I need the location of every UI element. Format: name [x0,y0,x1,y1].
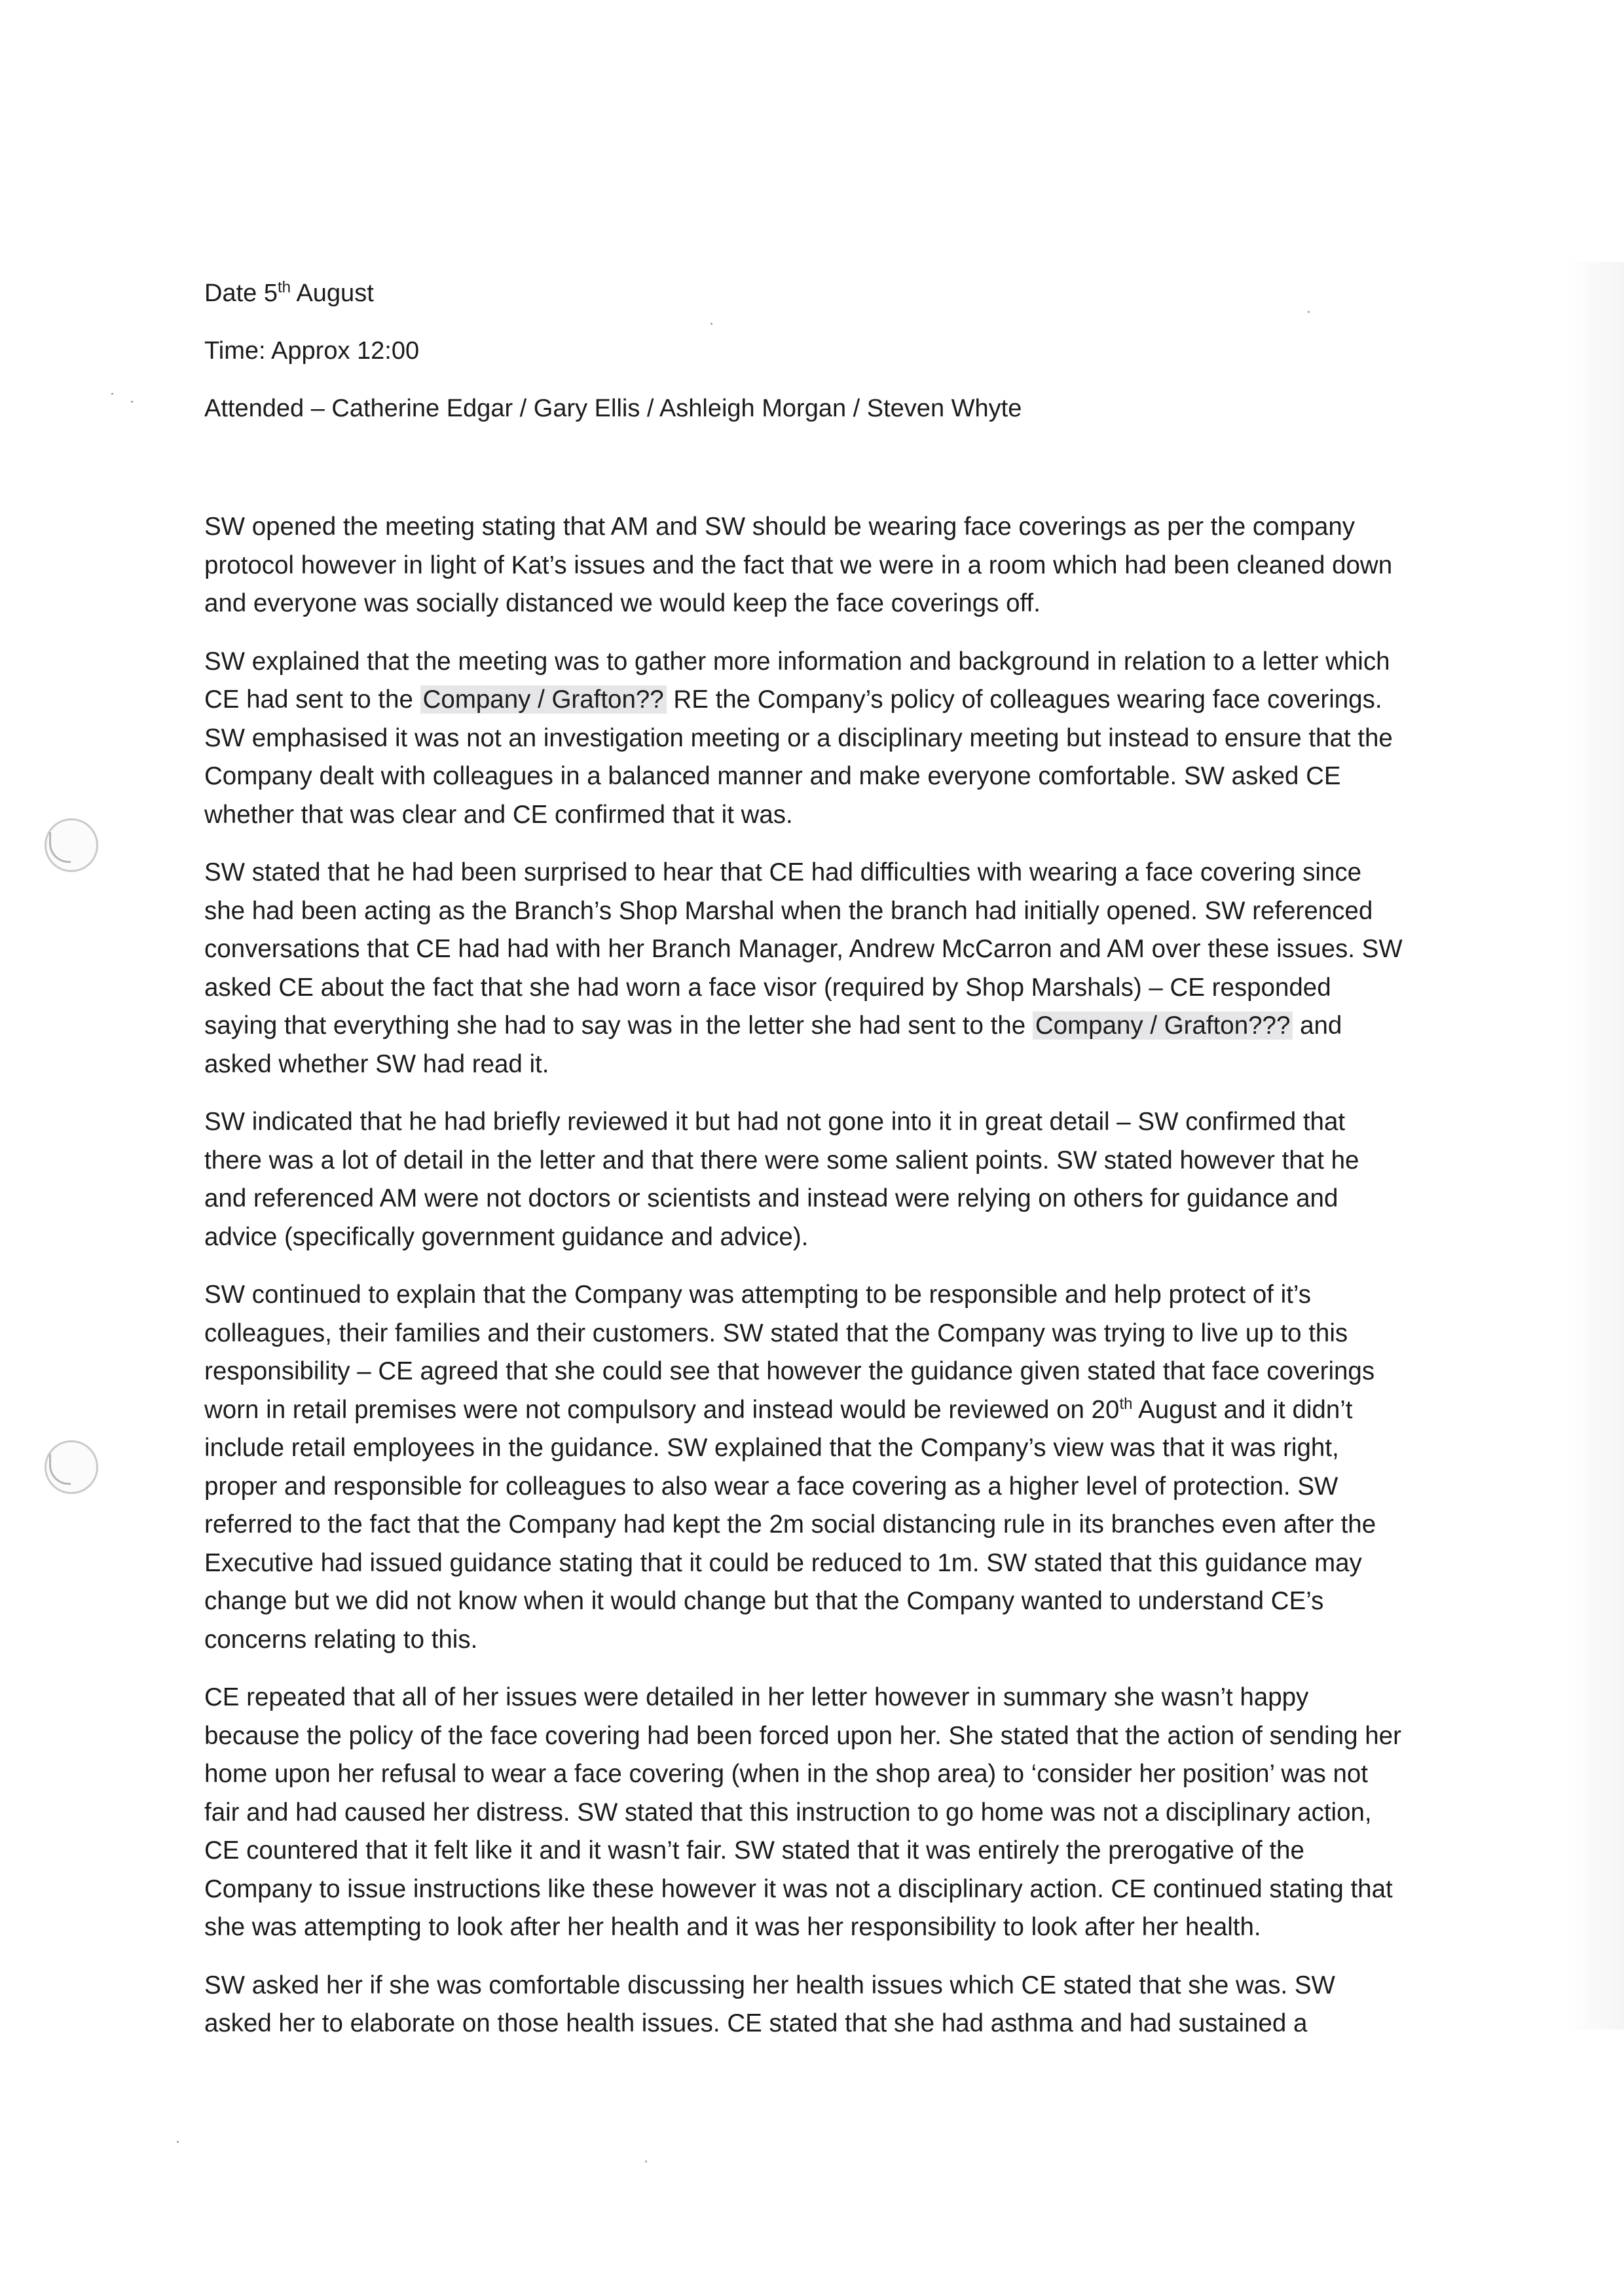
paragraph-text: SW continued to explain that the Company was attempting to be responsible and help protect of it’s colleagues, their families and their customers. SW stated that the Company was trying to live up to this responsibility – CE agreed that she could see that however the guidance given stated that face coverings worn in retail premises were not compulsory and instead would be reviewed on 20 [204,1281,1375,1424]
scan-speck [645,2160,647,2162]
highlighted-note: Company / Grafton??? [1033,1011,1293,1040]
paragraph-health-issues: SW asked her if she was comfortable discussing her health issues which CE stated that she was. SW asked her to elaborate on those health issues. CE stated that she had asthma and had sustained a [204,1971,1335,2037]
scan-speck [131,401,133,403]
paragraph-letter-review: SW indicated that he had briefly reviewed it but had not gone into it in great detail – SW confirmed that there was a lot of detail in the letter and that there were some salient points. SW stated however that he and referenced AM were not doctors or scientists and instead were relying on others for guidance and advice (specifically government guidance and advice). [204,1108,1359,1251]
punch-hole-bottom [45,1440,98,1494]
superscript: th [1119,1394,1133,1413]
meeting-time: Time: Approx 12:00 [204,337,420,365]
paragraph-text: SW explained that the meeting was to gather more information and background in relation to a letter which CE had sent to the [204,647,1390,714]
meeting-notes-body [204,508,1403,2063]
paragraph-opening: SW opened the meeting stating that AM and SW should be wearing face coverings as per the company protocol however in light of Kat’s issues and the fact that we were in a room which had been cleaned down and everyone was socially distanced we would keep the face coverings off. [204,513,1393,617]
scan-edge-shadow [1565,262,1624,2030]
paragraph-company-responsibility [204,1276,1403,1659]
scan-speck [111,393,113,395]
paragraph-purpose [204,643,1403,835]
paragraph-text: SW stated that he had been surprised to hear that CE had difficulties with wearing a face covering since she had been acting as the Branch’s Shop Marshal when the branch had initially opened. SW referenced conversations that CE had had with her Branch Manager, Andrew McCarron and AM over these issues. SW asked CE about the fact that she had worn a face visor (required by Shop Marshals) – CE responded saying that everything she had to say was in the letter she had sent to the [204,858,1403,1040]
paragraph-text: RE the Company’s policy of colleagues wearing face coverings. SW emphasised it was not an investigation meeting or a disciplinary meeting but instead to ensure that the Company dealt with colleagues in a balanced manner and make everyone comfortable. SW asked CE whether that was clear and CE confirmed that it was. [204,685,1393,829]
highlighted-note: Company / Grafton?? [420,685,667,714]
paragraph-text: August and it didn’t include retail employees in the guidance. SW explained that the Company’s view was that it was right, proper and responsible for colleagues to also wear a face covering as a higher level of protection. SW referred to the fact that the Company had kept the 2m social distancing rule in its branches even after the Executive had issued guidance stating that it could be reduced to 1m. SW stated that this guidance may change but we did not know when it would change but that the Company wanted to understand CE’s concerns relating to this. [204,1395,1376,1654]
meeting-attendees: Attended – Catherine Edgar / Gary Ellis / Ashleigh Morgan / Steven Whyte [204,395,1022,422]
paragraph-ce-concerns: CE repeated that all of her issues were detailed in her letter however in summary she wasn’t happy because the policy of the face covering had been forced upon her. She stated that the action of sending her home upon her refusal to wear a face covering (when in the shop area) to ‘consider her position’ was not fair and had caused her distress. SW stated that this instruction to go home was not a disciplinary action, CE countered that it felt like it and it wasn’t fair. SW stated that it was entirely the prerogative of the Company to issue instructions like these however it was not a disciplinary action. CE continued stating that she was attempting to look after her health and it was her responsibility to look after her health. [204,1683,1401,1941]
scan-speck [177,2141,179,2143]
meeting-header [204,278,1449,451]
punch-hole-top [45,818,98,872]
date-label: Date 5 [204,280,278,307]
date-month: August [290,280,374,307]
date-superscript: th [277,278,291,297]
paragraph-text: and asked whether SW had read it. [204,1011,1342,1078]
paragraph-shop-marshal [204,854,1403,1084]
meeting-date [204,278,1449,308]
